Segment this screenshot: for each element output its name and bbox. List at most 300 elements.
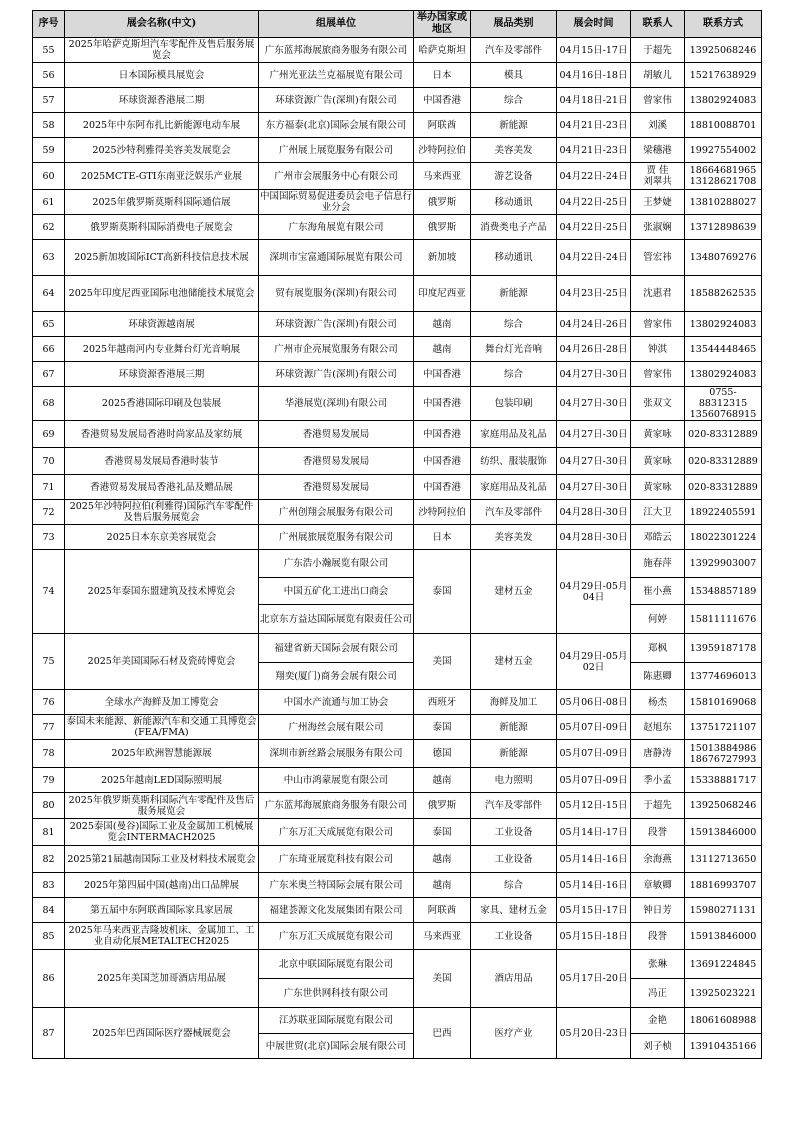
country: 泰国 — [414, 715, 471, 740]
country: 德国 — [414, 740, 471, 768]
category: 汽车及零部件 — [471, 793, 557, 819]
contact-person: 段誉 — [631, 923, 685, 950]
organizer: 深圳市宝富通国际展览有限公司 — [259, 240, 414, 276]
exhibition-date: 05月07日-09日 — [557, 715, 631, 740]
category: 建材五金 — [471, 634, 557, 690]
category: 美容美发 — [471, 525, 557, 550]
table-row — [33, 337, 762, 362]
country: 阿联酋 — [414, 113, 471, 138]
contact-person: 章敏卿 — [631, 873, 685, 898]
country: 中国香港 — [414, 448, 471, 475]
table-row — [33, 500, 762, 525]
contact-person: 赵旭东 — [631, 715, 685, 740]
contact-phone: 13712898639 — [685, 215, 762, 240]
contact-person: 贾 佳 刘翠共 — [631, 163, 685, 190]
contact-person: 刘溪 — [631, 113, 685, 138]
contact-person: 邓皓云 — [631, 525, 685, 550]
row-number: 67 — [33, 362, 65, 387]
exhibition-name: 2025年越南LED国际照明展 — [65, 768, 259, 793]
table-row — [33, 215, 762, 240]
exhibition-date: 04月27日-30日 — [557, 362, 631, 387]
exhibition-name: 2025年巴西国际医疗器械展览会 — [65, 1008, 259, 1059]
country: 马来西亚 — [414, 163, 471, 190]
organizer: 中展世贸(北京)国际会展有限公司 — [259, 1034, 414, 1059]
contact-person: 梁穗港 — [631, 138, 685, 163]
exhibition-name: 日本国际模具展览会 — [65, 63, 259, 88]
exhibition-name: 全球水产海鲜及加工博览会 — [65, 690, 259, 715]
contact-phone: 15217638929 — [685, 63, 762, 88]
contact-phone: 18588262535 — [685, 276, 762, 312]
exhibition-name: 2025年欧洲智慧能源展 — [65, 740, 259, 768]
exhibition-date: 04月22日-24日 — [557, 163, 631, 190]
category: 综合 — [471, 312, 557, 337]
exhibition-date: 04月28日-30日 — [557, 525, 631, 550]
row-number: 80 — [33, 793, 65, 819]
country: 沙特阿拉伯 — [414, 500, 471, 525]
exhibition-date: 04月22日-24日 — [557, 240, 631, 276]
header-row — [33, 11, 762, 38]
contact-phone: 13480769276 — [685, 240, 762, 276]
row-number: 63 — [33, 240, 65, 276]
contact-person: 曾家伟 — [631, 88, 685, 113]
exhibition-date: 05月06日-08日 — [557, 690, 631, 715]
exhibition-name: 2025MCTE-GTI东南亚泛娱乐产业展 — [65, 163, 259, 190]
contact-phone: 020-83312889 — [685, 448, 762, 475]
country: 俄罗斯 — [414, 190, 471, 215]
exhibition-sheet — [32, 10, 761, 1059]
category: 舞台灯光音响 — [471, 337, 557, 362]
contact-person: 江大卫 — [631, 500, 685, 525]
country: 西班牙 — [414, 690, 471, 715]
exhibition-date: 04月21日-23日 — [557, 113, 631, 138]
table-row — [33, 950, 762, 979]
contact-person: 黄家咏 — [631, 475, 685, 500]
country: 越南 — [414, 846, 471, 873]
organizer: 中国国际贸易促进委员会电子信息行业分会 — [260, 191, 413, 213]
contact-phone: 15348857189 — [685, 578, 762, 605]
table-row — [33, 550, 762, 578]
contact-person: 刘子桢 — [631, 1034, 685, 1059]
exhibition-date: 04月15日-17日 — [557, 38, 631, 63]
exhibition-date: 04月24日-26日 — [557, 312, 631, 337]
category: 综合 — [471, 88, 557, 113]
organizer: 环球资源广告(深圳)有限公司 — [259, 88, 414, 113]
country: 巴西 — [414, 1008, 471, 1059]
exhibition-name: 2025年马来西亚吉隆坡机床、金属加工、工业自动化展METALTECH2025 — [65, 923, 259, 950]
contact-person: 唐静涛 — [631, 740, 685, 768]
contact-phone: 13959187178 — [685, 634, 762, 663]
exhibition-name: 第五届中东阿联酋国际家具家居展 — [65, 898, 259, 923]
exhibition-name: 2025年俄罗斯莫斯科国际通信展 — [65, 190, 259, 215]
contact-phone: 18816993707 — [685, 873, 762, 898]
organizer: 广东浩小瀚展览有限公司 — [259, 550, 414, 578]
contact-phone: 13112713650 — [685, 846, 762, 873]
table-row — [33, 793, 762, 819]
exhibition-date: 04月27日-30日 — [557, 421, 631, 448]
contact-phone: 13691224845 — [685, 950, 762, 979]
contact-phone: 18061608988 — [685, 1008, 762, 1034]
row-number: 77 — [33, 715, 65, 740]
organizer: 香港贸易发展局 — [259, 475, 414, 500]
header-category: 展品类别 — [471, 11, 557, 38]
contact-phone: 13802924083 — [685, 362, 762, 387]
table-row — [33, 448, 762, 475]
contact-phone: 15980271131 — [685, 898, 762, 923]
organizer: 环球资源广告(深圳)有限公司 — [259, 312, 414, 337]
category: 游艺设备 — [471, 163, 557, 190]
exhibition-name: 2025泰国(曼谷)国际工业及金属加工机械展览会INTERMACH2025 — [65, 819, 259, 846]
category: 综合 — [471, 873, 557, 898]
organizer: 广州展旅展览服务有限公司 — [259, 525, 414, 550]
row-number: 64 — [33, 276, 65, 312]
contact-phone: 13802924083 — [685, 312, 762, 337]
category: 模具 — [471, 63, 557, 88]
table-row — [33, 163, 762, 190]
exhibition-date: 04月27日-30日 — [557, 387, 631, 421]
contact-person: 何婷 — [631, 605, 685, 634]
exhibition-name: 俄罗斯莫斯科国际消费电子展览会 — [65, 215, 259, 240]
category: 工业设备 — [471, 923, 557, 950]
table-row — [33, 525, 762, 550]
exhibition-name: 2025年俄罗斯莫斯科国际汽车零配件及售后服务展览会 — [65, 793, 259, 819]
row-number: 72 — [33, 500, 65, 525]
exhibition-name: 环球资源越南展 — [65, 312, 259, 337]
country: 中国香港 — [414, 387, 471, 421]
category: 新能源 — [471, 715, 557, 740]
contact-person: 余海燕 — [631, 846, 685, 873]
country: 越南 — [414, 337, 471, 362]
exhibition-name: 香港贸易发展局香港礼品及赠品展 — [65, 475, 259, 500]
exhibition-date: 05月07日-09日 — [557, 740, 631, 768]
contact-phone: 15913846000 — [685, 923, 762, 950]
exhibition-name: 2025香港国际印刷及包装展 — [65, 387, 259, 421]
row-number: 56 — [33, 63, 65, 88]
exhibition-date: 04月16日-18日 — [557, 63, 631, 88]
row-number: 65 — [33, 312, 65, 337]
row-number: 75 — [33, 634, 65, 690]
row-number: 68 — [33, 387, 65, 421]
exhibition-date: 05月07日-09日 — [557, 768, 631, 793]
organizer: 广州创翔会展服务有限公司 — [259, 500, 414, 525]
exhibition-name: 环球资源香港展二期 — [65, 88, 259, 113]
row-number: 83 — [33, 873, 65, 898]
exhibition-date: 05月12日-15日 — [557, 793, 631, 819]
row-number: 61 — [33, 190, 65, 215]
exhibition-name: 2025年泰国东盟建筑及技术博览会 — [65, 550, 259, 634]
contact-person: 胡敏儿 — [631, 63, 685, 88]
row-number: 86 — [33, 950, 65, 1008]
exhibition-date: 05月20日-23日 — [557, 1008, 631, 1059]
organizer: 华港展览(深圳)有限公司 — [259, 387, 414, 421]
contact-phone: 13925068246 — [685, 793, 762, 819]
row-number: 74 — [33, 550, 65, 634]
contact-phone: 18664681965 13128621708 — [685, 163, 762, 190]
organizer: 福建荟源文化发展集团有限公司 — [259, 898, 414, 923]
exhibition-date: 05月14日-16日 — [557, 873, 631, 898]
category: 综合 — [471, 362, 557, 387]
table-row — [33, 690, 762, 715]
row-number: 62 — [33, 215, 65, 240]
row-number: 70 — [33, 448, 65, 475]
organizer: 广东万汇天成展览有限公司 — [259, 923, 414, 950]
exhibition-name: 2025日本东京美容展览会 — [65, 525, 259, 550]
row-number: 66 — [33, 337, 65, 362]
exhibition-date: 04月23日-25日 — [557, 276, 631, 312]
category: 建材五金 — [471, 550, 557, 634]
contact-phone: 15338881717 — [685, 768, 762, 793]
category: 汽车及零部件 — [471, 38, 557, 63]
contact-phone: 15811111676 — [685, 605, 762, 634]
table-row — [33, 475, 762, 500]
contact-person: 于超先 — [631, 38, 685, 63]
row-number: 81 — [33, 819, 65, 846]
exhibition-date: 04月26日-28日 — [557, 337, 631, 362]
exhibition-date: 04月22日-25日 — [557, 215, 631, 240]
header-name: 展会名称(中文) — [65, 11, 259, 38]
organizer: 香港贸易发展局 — [259, 421, 414, 448]
row-number: 69 — [33, 421, 65, 448]
country: 越南 — [414, 768, 471, 793]
table-row — [33, 113, 762, 138]
exhibition-table — [32, 10, 762, 1059]
exhibition-date: 05月17日-20日 — [557, 950, 631, 1008]
table-row — [33, 715, 762, 740]
contact-phone: 18810088701 — [685, 113, 762, 138]
row-number: 71 — [33, 475, 65, 500]
table-row — [33, 873, 762, 898]
category: 包装印刷 — [471, 387, 557, 421]
contact-phone: 020-83312889 — [685, 475, 762, 500]
organizer: 广州光亚法兰克福展览有限公司 — [259, 63, 414, 88]
contact-person: 冯正 — [631, 979, 685, 1008]
exhibition-name: 2025年沙特阿拉伯(利雅得)国际汽车零配件及售后服务展览会 — [65, 500, 259, 525]
country: 中国香港 — [414, 88, 471, 113]
row-number: 85 — [33, 923, 65, 950]
country: 越南 — [414, 873, 471, 898]
exhibition-name: 2025年美国芝加哥酒店用品展 — [65, 950, 259, 1008]
organizer: 中国五矿化工进出口商会 — [259, 578, 414, 605]
country: 美国 — [414, 634, 471, 690]
row-number: 82 — [33, 846, 65, 873]
contact-person: 金艳 — [631, 1008, 685, 1034]
header-contact: 联系人 — [631, 11, 685, 38]
country: 中国香港 — [414, 362, 471, 387]
organizer: 广东米奥兰特国际会展有限公司 — [259, 873, 414, 898]
header-no: 序号 — [33, 11, 65, 38]
exhibition-date: 05月15日-18日 — [557, 923, 631, 950]
organizer: 翔奕(厦门)商务会展有限公司 — [259, 663, 414, 690]
header-phone: 联系方式 — [685, 11, 762, 38]
category: 酒店用品 — [471, 950, 557, 1008]
country: 越南 — [414, 312, 471, 337]
contact-phone: 13925023221 — [685, 979, 762, 1008]
table-row — [33, 362, 762, 387]
category: 消费类电子产品 — [471, 215, 557, 240]
category: 海鲜及加工 — [471, 690, 557, 715]
contact-phone: 020-83312889 — [685, 421, 762, 448]
organizer: 环球资源广告(深圳)有限公司 — [259, 362, 414, 387]
organizer: 深圳市新丝路会展服务有限公司 — [259, 740, 414, 768]
contact-person: 王梦婕 — [631, 190, 685, 215]
category: 工业设备 — [471, 846, 557, 873]
contact-person: 郑枫 — [631, 634, 685, 663]
exhibition-date: 04月21日-23日 — [557, 138, 631, 163]
exhibition-name: 2025年第四届中国(越南)出口品牌展 — [65, 873, 259, 898]
contact-person: 管宏祎 — [631, 240, 685, 276]
contact-person: 杨杰 — [631, 690, 685, 715]
table-row — [33, 38, 762, 63]
exhibition-name: 香港贸易发展局香港时装节 — [65, 448, 259, 475]
category: 家庭用品及礼品 — [471, 475, 557, 500]
table-row — [33, 312, 762, 337]
contact-phone: 18022301224 — [685, 525, 762, 550]
table-row — [33, 387, 762, 421]
category: 医疗产业 — [471, 1008, 557, 1059]
header-date: 展会时间 — [557, 11, 631, 38]
contact-person: 钟淇 — [631, 337, 685, 362]
contact-phone: 13925068246 — [685, 38, 762, 63]
organizer: 广东琦亚展览科技有限公司 — [259, 846, 414, 873]
organizer: 中国水产流通与加工协会 — [259, 690, 414, 715]
organizer: 广州海丝会展有限公司 — [259, 715, 414, 740]
contact-person: 季小孟 — [631, 768, 685, 793]
table-row — [33, 898, 762, 923]
contact-phone: 19927554002 — [685, 138, 762, 163]
country: 日本 — [414, 63, 471, 88]
contact-person: 陈惠卿 — [631, 663, 685, 690]
exhibition-name: 2025沙特利雅得美容美发展览会 — [65, 138, 259, 163]
exhibition-name: 2025年哈萨克斯坦汽车零配件及售后服务展览会 — [65, 38, 259, 63]
table-row — [33, 634, 762, 663]
contact-phone: 18922405591 — [685, 500, 762, 525]
contact-phone: 13751721107 — [685, 715, 762, 740]
contact-phone: 13774696013 — [685, 663, 762, 690]
table-row — [33, 1008, 762, 1034]
category: 移动通讯 — [471, 190, 557, 215]
organizer: 中山市鸿蒙展览有限公司 — [259, 768, 414, 793]
contact-person: 张琳 — [631, 950, 685, 979]
country: 马来西亚 — [414, 923, 471, 950]
contact-phone: 13802924083 — [685, 88, 762, 113]
category: 工业设备 — [471, 819, 557, 846]
table-row — [33, 138, 762, 163]
contact-phone: 0755-88312315 13560768915 — [685, 387, 762, 421]
country: 美国 — [414, 950, 471, 1008]
organizer: 广东万汇天成展览有限公司 — [259, 819, 414, 846]
country: 沙特阿拉伯 — [414, 138, 471, 163]
organizer: 广东蓝邦海展旅商务服务有限公司 — [259, 793, 414, 819]
category: 家具、建材五金 — [471, 898, 557, 923]
table-row — [33, 88, 762, 113]
category: 汽车及零部件 — [471, 500, 557, 525]
row-number: 60 — [33, 163, 65, 190]
country: 阿联酋 — [414, 898, 471, 923]
exhibition-date: 04月29日-05月02日 — [557, 634, 631, 690]
row-number: 76 — [33, 690, 65, 715]
exhibition-name: 2025年中东阿布扎比新能源电动车展 — [65, 113, 259, 138]
category: 纺织、服装服饰 — [471, 448, 557, 475]
exhibition-date: 04月22日-25日 — [557, 190, 631, 215]
contact-person: 沈惠君 — [631, 276, 685, 312]
organizer: 广州市企亮展览服务有限公司 — [259, 337, 414, 362]
contact-person: 钟日芳 — [631, 898, 685, 923]
row-number: 79 — [33, 768, 65, 793]
exhibition-name: 2025第21届越南国际工业及材料技术展览会 — [65, 846, 259, 873]
organizer: 贸有展览服务(深圳)有限公司 — [259, 276, 414, 312]
table-row — [33, 63, 762, 88]
organizer: 香港贸易发展局 — [259, 448, 414, 475]
country: 中国香港 — [414, 475, 471, 500]
contact-phone: 15810169068 — [685, 690, 762, 715]
organizer: 广东世供网科技有限公司 — [259, 979, 414, 1008]
table-row — [33, 240, 762, 276]
exhibition-name: 2025年美国国际石材及瓷砖博览会 — [65, 634, 259, 690]
exhibition-date: 04月29日-05月04日 — [557, 550, 631, 634]
exhibition-name: 2025年印度尼西亚国际电池储能技术展览会 — [65, 276, 259, 312]
row-number: 84 — [33, 898, 65, 923]
category: 新能源 — [471, 113, 557, 138]
contact-person: 黄家咏 — [631, 448, 685, 475]
category: 新能源 — [471, 740, 557, 768]
contact-phone: 15913846000 — [685, 819, 762, 846]
exhibition-date: 05月14日-17日 — [557, 819, 631, 846]
table-row — [33, 190, 762, 215]
organizer: 北京东方益达国际展览有限责任公司 — [259, 605, 414, 634]
country: 俄罗斯 — [414, 793, 471, 819]
header-organizer: 组展单位 — [259, 11, 414, 38]
contact-phone: 13929903007 — [685, 550, 762, 578]
country: 俄罗斯 — [414, 215, 471, 240]
row-number: 57 — [33, 88, 65, 113]
exhibition-date: 04月28日-30日 — [557, 500, 631, 525]
exhibition-name: 环球资源香港展三期 — [65, 362, 259, 387]
category: 移动通讯 — [471, 240, 557, 276]
organizer: 广东蓝邦海展旅商务服务有限公司 — [259, 38, 414, 63]
contact-person: 曾家伟 — [631, 362, 685, 387]
category: 电力照明 — [471, 768, 557, 793]
contact-phone: 13910435166 — [685, 1034, 762, 1059]
contact-person: 张双文 — [631, 387, 685, 421]
table-row — [33, 276, 762, 312]
table-body — [33, 38, 762, 1059]
table-row — [33, 846, 762, 873]
contact-phone: 13810288027 — [685, 190, 762, 215]
row-number: 73 — [33, 525, 65, 550]
exhibition-date: 04月27日-30日 — [557, 448, 631, 475]
contact-phone: 13544448465 — [685, 337, 762, 362]
contact-person: 施春萍 — [631, 550, 685, 578]
category: 美容美发 — [471, 138, 557, 163]
contact-person: 张淑娴 — [631, 215, 685, 240]
exhibition-name: 2025年越南河内专业舞台灯光音响展 — [65, 337, 259, 362]
category: 新能源 — [471, 276, 557, 312]
exhibition-date: 05月15日-17日 — [557, 898, 631, 923]
row-number: 87 — [33, 1008, 65, 1059]
row-number: 78 — [33, 740, 65, 768]
table-row — [33, 768, 762, 793]
contact-person: 段誉 — [631, 819, 685, 846]
exhibition-date: 04月18日-21日 — [557, 88, 631, 113]
exhibition-name: 香港贸易发展局香港时尚家品及家纺展 — [65, 421, 259, 448]
row-number: 55 — [33, 38, 65, 63]
header-country: 举办国家或地区 — [414, 11, 471, 38]
country: 新加坡 — [414, 240, 471, 276]
exhibition-name: 泰国未来能源、新能源汽车和交通工具博览会(FEA/FMA) — [66, 716, 257, 738]
contact-person: 曾家伟 — [631, 312, 685, 337]
exhibition-date: 05月14日-16日 — [557, 846, 631, 873]
organizer: 广东海角展览有限公司 — [259, 215, 414, 240]
category: 家庭用品及礼品 — [471, 421, 557, 448]
